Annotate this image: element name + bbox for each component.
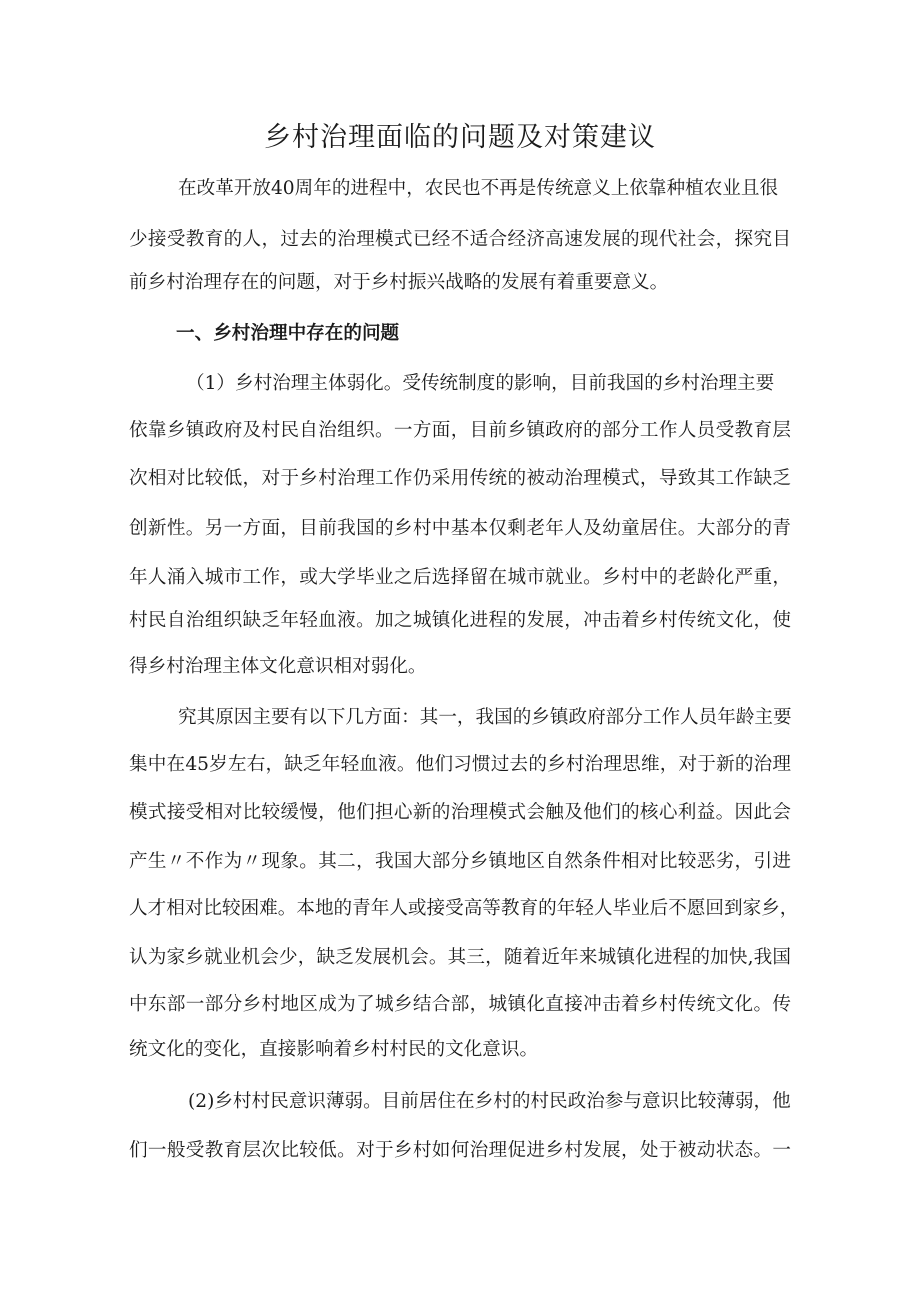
paragraph-line: 产生〃不作为〃现象。其二，我国大部分乡镇地区自然条件相对比较恶劣，引进 <box>129 851 791 872</box>
intro-line: 在改革开放40周年的进程中，农民也不再是传统意义上依靠种植农业且很 <box>178 178 779 199</box>
paragraph-line: 人才相对比较困难。本地的青年人或接受高等教育的年轻人毕业后不愿回到家乡， <box>129 898 799 919</box>
paragraph-line: 次相对比较低，对于乡村治理工作仍采用传统的被动治理模式，导致其工作缺乏 <box>129 468 791 489</box>
paragraph-line: 中东部一部分乡村地区成为了城乡结合部，城镇化直接冲击着乡村传统文化。传 <box>129 994 791 1015</box>
intro-line: 少接受教育的人，过去的治理模式已经不适合经济高速发展的现代社会，探究目 <box>129 229 791 250</box>
paragraph-line: 年人涌入城市工作，或大学毕业之后选择留在城市就业。乡村中的老龄化严重， <box>129 567 791 588</box>
document-title: 乡村治理面临的问题及对策建议 <box>264 122 656 153</box>
paragraph-line: 创新性。另一方面，目前我国的乡村中基本仅剩老年人及幼童居住。大部分的青 <box>129 518 791 539</box>
section-heading: 一、乡村治理中存在的问题 <box>176 323 400 344</box>
intro-line: 前乡村治理存在的问题，对于乡村振兴战略的发展有着重要意义。 <box>129 272 669 293</box>
paragraph-line: 统文化的变化，直接影响着乡村村民的文化意识。 <box>129 1039 539 1060</box>
paragraph-line: 村民自治组织缺乏年轻血液。加之城镇化进程的发展，冲击着乡村传统文化，使 <box>129 610 791 631</box>
paragraph-line: 们一般受教育层次比较低。对于乡村如何治理促进乡村发展，处于被动状态。一 <box>129 1140 791 1161</box>
paragraph-line: 模式接受相对比较缓慢，他们担心新的治理模式会触及他们的核心利益。因此会 <box>129 802 791 823</box>
paragraph-line: 认为家乡就业机会少，缺乏发展机会。其三，随着近年来城镇化进程的加快,我国 <box>129 947 791 968</box>
paragraph-line: 究其原因主要有以下几方面：其一，我国的乡镇政府部分工作人员年龄主要 <box>178 707 792 728</box>
paragraph-line: (2)乡村村民意识薄弱。目前居住在乡村的村民政治参与意识比较薄弱，他 <box>188 1091 791 1112</box>
paragraph-line: （1）乡村治理主体弱化。受传统制度的影响，目前我国的乡村治理主要 <box>186 373 775 394</box>
paragraph-line: 依靠乡镇政府及村民自治组织。一方面，目前乡镇政府的部分工作人员受教育层 <box>129 420 791 441</box>
paragraph-line: 集中在45岁左右，缺乏年轻血液。他们习惯过去的乡村治理思维，对于新的治理 <box>129 754 791 775</box>
paragraph-line: 得乡村治理主体文化意识相对弱化。 <box>129 656 427 677</box>
